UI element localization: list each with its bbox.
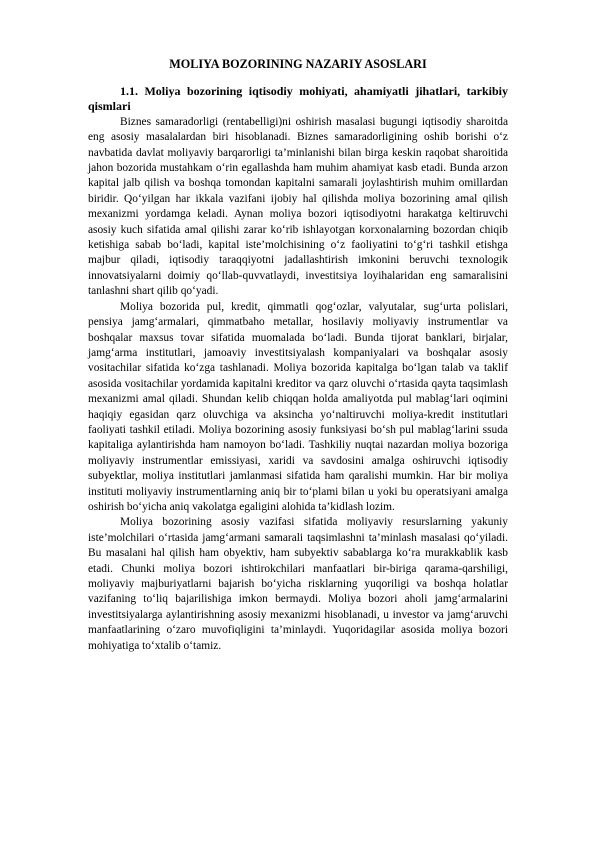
paragraph-1: Biznes samaradorligi (rentabelligi)ni oshirish masalasi bugungi iqtisodiy sharoitda eng asosiy masalalardan biri hisoblanadi. Biznes samaradorligining oshib borishi o‘z navbatida davlat moliyaviy barqarorligi ta’minlanishi bilan birga keskin raqobat sharoitida jahon bozorida mustahkam o‘rin egallashda ham muhim ahamiyat kasb etadi. Bunda arzon kapital jalb qilish va boshqa tomondan kapitalni samarali joylashtirish muhim omillardan biridir. Qo‘yilgan har ikkala vazifani ijobiy hal qilishda moliya bozorining amal qilish mexanizmi yordamga keladi. Aynan moliya bozori iqtisodiyotni harakatga keltiruvchi asosiy kuch sifatida amal qilishi zarar ko‘rib ishlayotgan korxonalarning bozordan chiqib ketishiga sabab bo‘ladi, kapital iste’molchisining o‘z faoliyatini to‘g‘ri tashkil etishga majbur qiladi, iqtisodiy taraqqiyotni jadallashtirish imkonini beruvchi texnologik innovatsiyalarni doimiy qo‘llab-quvvatlaydi, investitsiya loyihalaridan eng samaralisini tanlashni shart qilib qo‘yadi. — [88, 115, 508, 298]
document-page — [88, 56, 508, 654]
paragraph-2: Moliya bozorida pul, kredit, qimmatli qog‘ozlar, valyutalar, sug‘urta polislari, pensiya jamg‘armalari, qimmatbaho metallar, hosilaviy moliyaviy instrumentlar va boshqalar maxsus tovar sifatida muomalada bo‘ladi. Bunda tijorat banklari, birjalar, jamg‘arma institutlari, jamoaviy investitsiyalash kompaniyalari va boshqalar asosiy vositachilar sifatida ko‘zga tashlanadi. Moliya bozorida kapitalga bo‘lgan talab va taklif asosida vositachilar yordamida kapitalni kreditor va qarz oluvchi o‘rtasida qayta taqsimlash mexanizmi amal qiladi. Shundan kelib chiqqan holda amaliyotda pul mablag‘lari oqimini haqiqiy egasidan qarz oluvchiga va aksincha yo‘naltiruvchi moliya-kredit institutlari faoliyati tashkil etiladi. Moliya bozorining asosiy funksiyasi bo‘sh pul mablag‘larini ssuda kapitaliga aylantirishda ham namoyon bo‘ladi. Tashkiliy nuqtai nazardan moliya bozoriga moliyaviy instrumentlar emissiyasi, xaridi va savdosini amalga oshiruvchi iqtisodiy subyektlar, moliya institutlari jamlanmasi sifatida ham qaralishi mumkin. Har bir moliya instituti moliyaviy instrumentlarning aniq bir to‘plami bilan u yoki bu operatsiyani amalga oshirish bo‘yicha aniq vakolatga egaligini alohida ta’kidlash lozim. — [88, 300, 508, 513]
section-heading: 1.1. Moliya bozorining iqtisodiy mohiyati, ahamiyatli jihatlari, tarkibiy qismlari — [88, 84, 508, 114]
document-title: MOLIYA BOZORINING NAZARIY ASOSLARI — [169, 57, 427, 71]
paragraph-3: Moliya bozorining asosiy vazifasi sifatida moliyaviy resurslarning yakuniy iste’molchilari o‘rtasida jamg‘armani samarali taqsimlashni ta’minlash masalasi qo‘yiladi. Bu masalani hal qilish ham obyektiv, ham subyektiv sabablarga ko‘ra murakkablik kasb etadi. Chunki moliya bozori ishtirokchilari manfaatlari bir-biriga qarama-qarshiligi, moliyaviy majburiyatlarni bajarish bo‘yicha risklarning yuqoriligi va boshqa holatlar vazifaning to‘liq bajarilishiga imkon bermaydi. Moliya bozori aholi jamg‘armalarini investitsiyalarga aylantirishning asosiy mexanizmi hisoblanadi, u investor va jamg‘aruvchi manfaatlarining o‘zaro muvofiqligini ta’minlaydi. Yuqoridagilar asosida moliya bozori mohiyatiga to‘xtalib o‘tamiz. — [88, 516, 508, 652]
